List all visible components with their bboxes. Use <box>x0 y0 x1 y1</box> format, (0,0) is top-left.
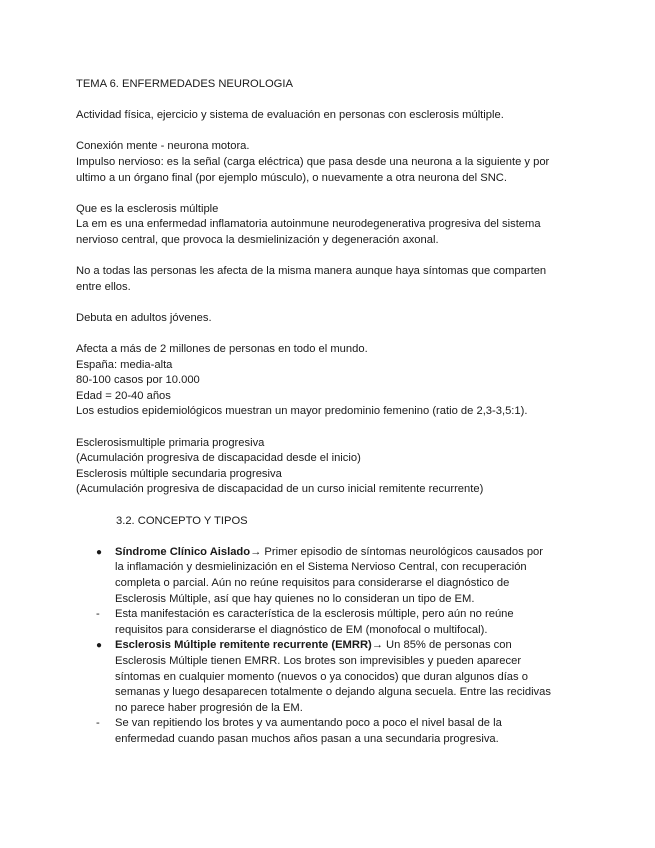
list-item <box>76 638 596 716</box>
text-line: completa o parcial. Aún no reúne requisitos para considerarse el diagnóstico de <box>115 577 510 589</box>
term-bold: Síndrome Clínico Aislado <box>115 545 251 558</box>
section-heading: 3.2. CONCEPTO Y TIPOS <box>116 514 248 527</box>
text-line: (Acumulación progresiva de discapacidad desde el inicio) <box>76 452 361 465</box>
text-line: Primer episodio de síntomas neurológicos causados por <box>261 545 544 558</box>
text-line: entre ellos. <box>76 280 131 293</box>
document-body <box>76 77 596 748</box>
text-line: Esclerosis múltiple secundaria progresiva <box>76 467 282 480</box>
text-line: Esclerosis Múltiple tienen EMRR. Los brotes son imprevisibles y pueden aparecer <box>115 654 522 667</box>
list-item <box>76 607 596 638</box>
text-line: Un 85% de personas con <box>382 639 512 652</box>
text-line: enfermedad cuando pasan muchos años pasan a una secundaria progresiva. <box>115 732 499 745</box>
text-line: Esclerosis Múltiple, así que hay quienes no lo consideran un tipo de EM. <box>115 592 475 605</box>
text-line: (Acumulación progresiva de discapacidad de un curso inicial remitente recurrente) <box>76 483 484 496</box>
paragraph-conexion <box>76 139 596 186</box>
dash-icon: - <box>96 717 100 730</box>
text-line: la inflamación y desmielinización en el Sistema Nervioso Central, con recuperación <box>115 561 527 574</box>
text-line: Afecta a más de 2 millones de personas en todo el mundo. <box>76 343 368 356</box>
text-line: Se van repitiendo los brotes y va aumentando poco a poco el nivel basal de la <box>115 717 502 730</box>
text-line: no parece haber progresión de la EM. <box>115 701 303 714</box>
term-bold: Esclerosis Múltiple remitente recurrente (EMRR) <box>115 639 372 652</box>
text-line: Impulso nervioso: es la señal (carga eléctrica) que pasa desde una neurona a la siguiente y por <box>76 155 550 168</box>
text-line: Esta manifestación es característica de la esclerosis múltiple, pero aún no reúne <box>115 608 514 621</box>
bullet-icon: ● <box>96 640 103 652</box>
text-line: Edad = 20-40 años <box>76 389 171 402</box>
text-line: No a todas las personas les afecta de la misma manera aunque haya síntomas que comparten <box>76 265 547 278</box>
document-subtitle: Actividad física, ejercicio y sistema de evaluación en personas con esclerosis múltiple. <box>76 109 504 122</box>
text-line: nervioso central, que provoca la desmielinización y degeneración axonal. <box>76 233 439 246</box>
paragraph-stats <box>76 342 596 420</box>
bullet-icon: ● <box>96 546 103 558</box>
text-line: 80-100 casos por 10.000 <box>76 374 200 387</box>
paragraph-afecta <box>76 264 596 295</box>
arrow-icon: → <box>371 639 383 652</box>
paragraph-debuta: Debuta en adultos jóvenes. <box>76 311 212 324</box>
text-line: requisitos para considerarse el diagnóstico de EM (monofocal o multifocal). <box>115 623 488 636</box>
text-line: Esclerosismultiple primaria progresiva <box>76 436 265 449</box>
paragraph-tipos <box>76 436 596 498</box>
text-line: España: media-alta <box>76 358 173 371</box>
text-line: Los estudios epidemiológicos muestran un mayor predominio femenino (ratio de 2,3-3,5:1). <box>76 405 528 418</box>
arrow-icon: → <box>250 545 262 558</box>
text-line: La em es una enfermedad inflamatoria autoinmune neurodegenerativa progresiva del sistema <box>76 218 541 231</box>
text-line: síntomas en cualquier momento (nuevos o ya conocidos) que duran algunos días o <box>115 670 528 683</box>
list-item <box>76 716 596 747</box>
text-line: ultimo a un órgano final (por ejemplo músculo), o nuevamente a otra neurona del SNC. <box>76 171 507 184</box>
list-item <box>76 545 596 607</box>
document-title: TEMA 6. ENFERMEDADES NEUROLOGIA <box>76 78 293 90</box>
text-line: semanas y luego desaparecen totalmente o dejando alguna secuela. Entre las recidivas <box>115 686 551 699</box>
paragraph-que-es <box>76 202 596 249</box>
dash-icon: - <box>96 608 100 621</box>
text-line: Conexión mente - neurona motora. <box>76 140 250 153</box>
concept-list <box>76 545 596 748</box>
text-line: Que es la esclerosis múltiple <box>76 202 219 215</box>
